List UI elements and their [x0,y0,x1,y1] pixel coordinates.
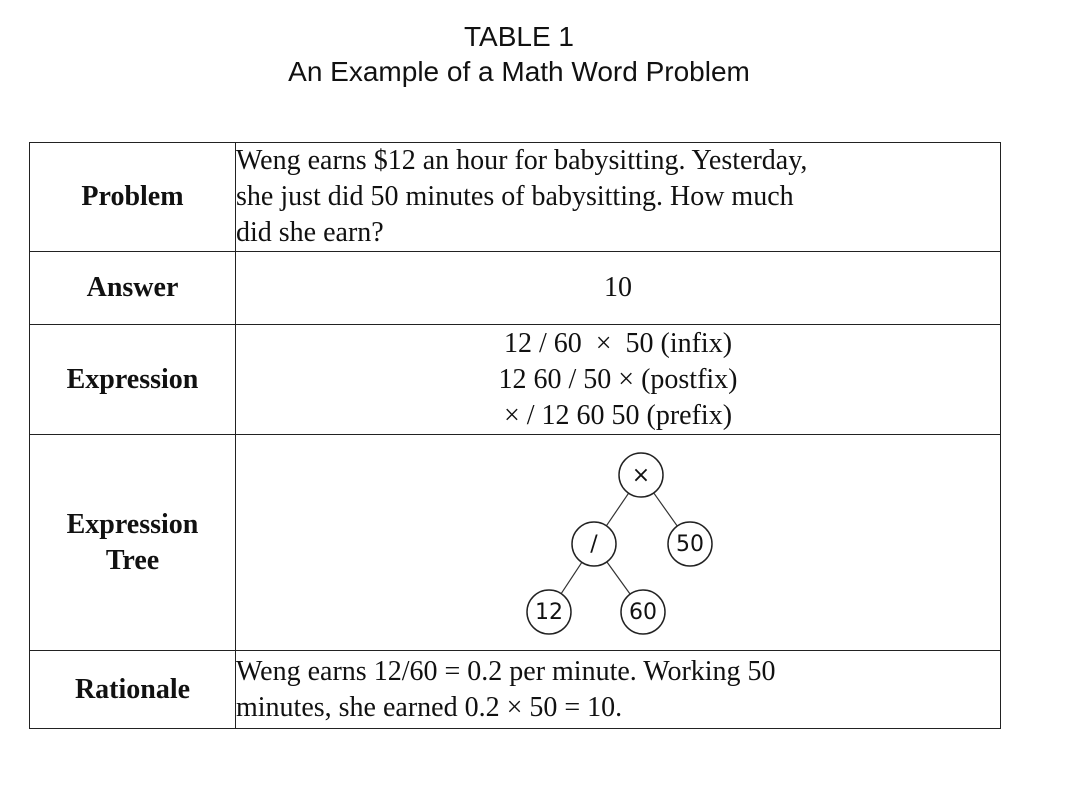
table-title: An Example of a Math Word Problem [288,56,750,87]
answer-value: 10 [236,252,1001,325]
tree-edge-root-div [606,493,628,526]
rationale-line: minutes, she earned 0.2 × 50 = 10. [236,691,623,723]
rationale-text [236,651,1001,729]
expression-tree-diagram [236,435,1000,650]
tree-edge-root-fifty [654,493,678,526]
tree-edge-div-twelve [561,562,582,593]
expression-tree-label-line2: Tree [105,544,160,576]
tree-node-label-div: / [590,532,598,557]
expression-tree-label [30,435,236,651]
expression-label: Expression [30,325,236,435]
expression-row [30,325,1001,435]
tree-edge-div-sixty [607,562,630,594]
expression-tree-cell [236,435,1001,651]
tree-node-label-fifty: 50 [676,532,704,557]
tree-node-label-twelve: 12 [535,600,563,625]
expression-tree-label-line1: Expression [66,508,199,540]
expression-forms [236,325,1001,435]
expression-prefix: × / 12 60 50 (prefix) [503,399,733,431]
answer-label: Answer [30,252,236,325]
example-table [29,142,1001,729]
tree-node-label-root: × [631,463,651,488]
rationale-row [30,651,1001,729]
expression-postfix: 12 60 / 50 × (postfix) [498,363,738,395]
expression-infix: 12 / 60 × 50 (infix) [503,327,733,359]
table-number: TABLE 1 [464,21,574,52]
expression-tree-row [30,435,1001,651]
problem-label: Problem [30,143,236,252]
problem-text [236,143,1001,252]
answer-row [30,252,1001,325]
problem-line: she just did 50 minutes of babysitting. How much [236,181,794,212]
rationale-label: Rationale [30,651,236,729]
rationale-line: Weng earns 12/60 = 0.2 per minute. Working 50 [236,655,776,687]
problem-line: did she earn? [236,217,384,248]
problem-row [30,143,1001,252]
tree-node-label-sixty: 60 [629,600,657,625]
problem-line: Weng earns $12 an hour for babysitting. Yesterday, [236,145,808,176]
